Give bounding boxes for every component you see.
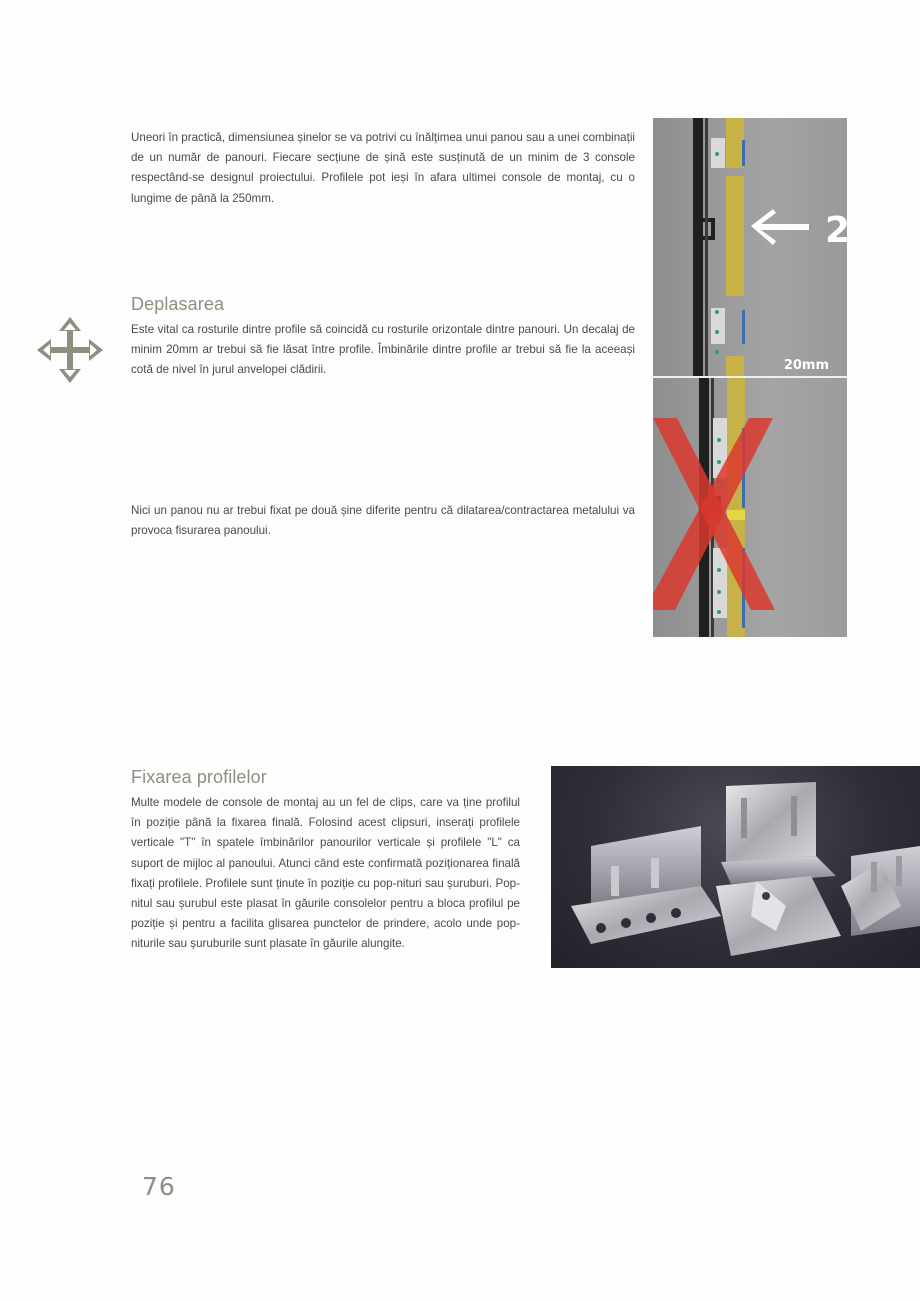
- page-number: 76: [142, 1172, 176, 1201]
- intro-paragraph: Uneori în practică, dimensiunea șinelor se va potrivi cu înălțimea unui panou sau a unei combinații de un număr de panouri. Fiecare secțiune de șină este susținută de un minim de 3 console respectând-se designul proiectului. Profilele pot ieși în afara ultimei console de montaj, cu o lungime de până la 250mm.: [131, 131, 635, 205]
- fixarea-paragraph: Multe modele de console de montaj au un fel de clips, care va ține profilul în poziție până la fixarea finală. Folosind acest clipsuri, inserați profilele verticale "T" în spatele îmbinărilor panourilor verticale și profilele "L" ca suport de mijloc al panoului. Atunci când este confirmată poziționarea finală fixați profilele. Profilele sunt ținute în poziție cu pop-nituri sau șuruburi. Pop-nitul sau șurubul este plasat în găurile consolelor pentru a bloca profilul pe poziție și pentru a facilita glisarea punctelor de prindere, acolo unde pop-niturile sau șuruburile sunt plasate în găurile alungite.: [131, 796, 520, 951]
- rail-gap-figure: [653, 118, 851, 377]
- brackets-illustration: [551, 766, 920, 968]
- wrong-fixing-figure: [653, 378, 847, 637]
- arrow-label: 2: [825, 210, 851, 251]
- fixarea-heading: Fixarea profilelor: [131, 767, 267, 787]
- gap-label: 20mm: [783, 358, 829, 373]
- red-cross-icon: [653, 378, 847, 637]
- arrow-left-icon: [749, 204, 851, 254]
- rail-profile: [693, 118, 703, 377]
- mounting-brackets-photo: [551, 766, 920, 968]
- deplasarea-heading: Deplasarea: [131, 294, 225, 314]
- deplasarea-paragraph: Este vital ca rosturile dintre profile să coincidă cu rosturile orizontale dintre panouri. Un decalaj de minim 20mm ar trebui să fie lăsat între profile. Îmbinările dintre profile ar trebui să fie la aceeași cotă de nivel în jurul anvelopei clădirii.: [131, 323, 635, 377]
- move-arrows-icon: [37, 317, 103, 383]
- warning-paragraph: Nici un panou nu ar trebui fixat pe două șine diferite pentru că dilatarea/contractarea metalului va provoca fisurarea panoului.: [131, 504, 635, 538]
